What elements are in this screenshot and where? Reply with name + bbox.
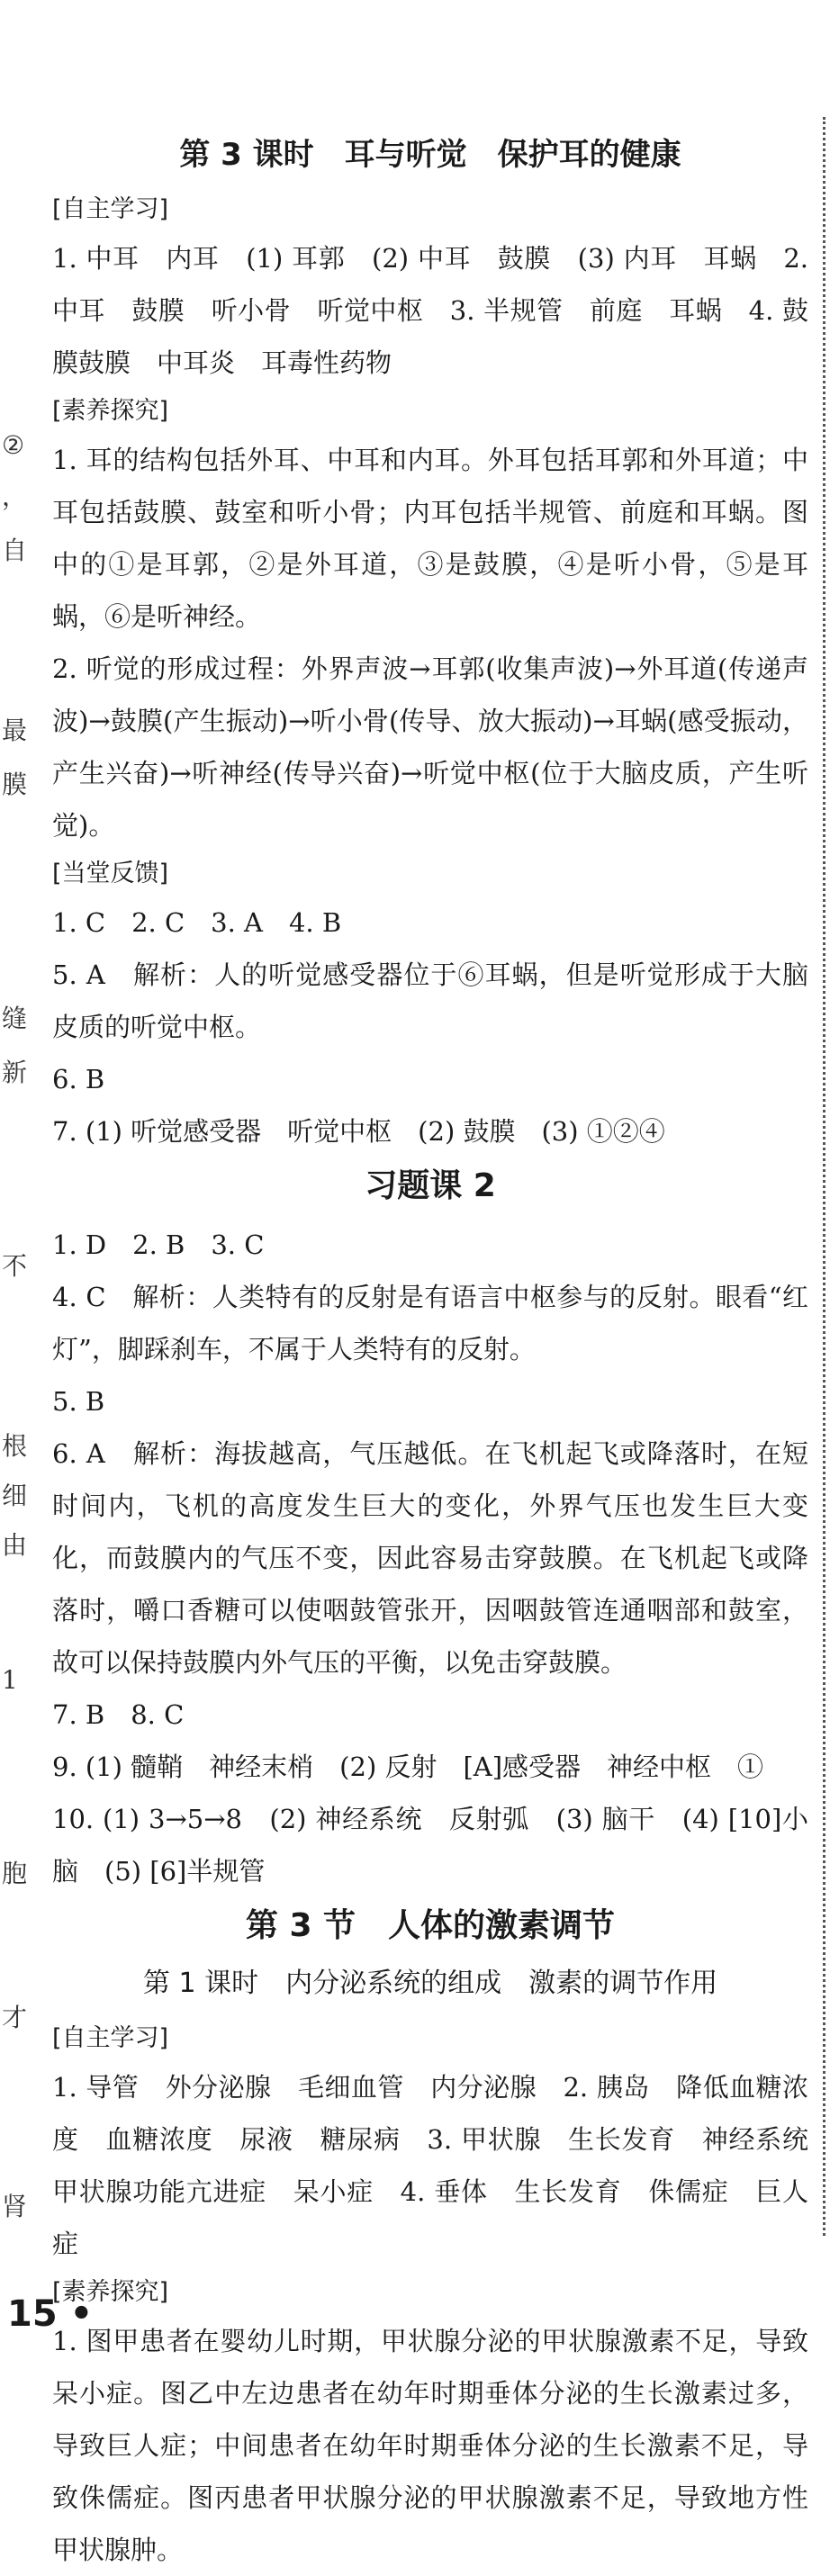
binding-dotted-line (823, 0, 832, 2389)
subsection-header: [素养探究] (52, 397, 169, 425)
answer-paragraph: 7. B 8. C (52, 1699, 185, 1730)
edge-char: 新 (2, 1058, 28, 1087)
answer-paragraph: 6. A 解析：海拔越高，气压越低。在飞机起飞或降落时，在短时间内，飞机的高度发生巨大的变化，外界气压也发生巨大变化，而鼓膜内的气压不变，因此容易击穿鼓膜。在飞机起飞或降落时，嚼口香糖可以使咽鼓管张开，因咽鼓管连通咽部和鼓室，故可以保持鼓膜内外气压的平衡，以免击穿鼓膜。 (52, 1438, 808, 1678)
answer-paragraph: 2. 听觉的形成过程：外界声波→耳郭(收集声波)→外耳道(传递声波)→鼓膜(产生振动)→听小骨(传导、放大振动)→耳蜗(感受振动，产生兴奋)→听神经(传导兴奋)→听觉中枢(位于大脑皮质，产生听觉)。 (52, 653, 808, 841)
answer-paragraph: 1. 中耳 内耳 (1) 耳郭 (2) 中耳 鼓膜 (3) 内耳 耳蜗 2. 中耳 鼓膜 听小骨 听觉中枢 3. 半规管 前庭 耳蜗 4. 鼓膜鼓膜 中耳炎 耳毒性药物 (52, 243, 808, 378)
left-margin-fragments (0, 0, 31, 2389)
answer-paragraph: 6. B (52, 1064, 105, 1094)
edge-char: 膜 (2, 770, 28, 799)
page-number: 15 • (7, 2293, 94, 2335)
edge-char: 肾 (2, 2192, 28, 2221)
edge-char: 才 (2, 2003, 28, 2032)
edge-char: 缝 (2, 1004, 28, 1033)
answer-paragraph: 7. (1) 听觉感受器 听觉中枢 (2) 鼓膜 (3) ①②④ (52, 1116, 665, 1147)
answer-paragraph: 1. C 2. C 3. A 4. B (52, 907, 342, 938)
answer-paragraph: 10. (1) 3→5→8 (2) 神经系统 反射弧 (3) 脑干 (4) [10]小脑 (5) [6]半规管 (52, 1804, 808, 1887)
edge-char: 不 (2, 1251, 28, 1281)
section-title: 第 3 课时 耳与听觉 保护耳的健康 (179, 137, 681, 173)
section-title: 习题课 2 (365, 1167, 496, 1204)
subsection-header: [当堂反馈] (52, 860, 169, 887)
edge-char: 胞 (2, 1859, 28, 1888)
subsection-header: [素养探究] (52, 2278, 169, 2306)
edge-char: 最 (2, 716, 28, 745)
edge-char: 根 (2, 1431, 28, 1461)
answer-paragraph: 5. A 解析：人的听觉感受器位于⑥耳蜗，但是听觉形成于大脑皮质的听觉中枢。 (52, 959, 808, 1042)
edge-char: ， (2, 482, 28, 511)
section-title: 第 3 节 人体的激素调节 (245, 1907, 616, 1944)
answer-paragraph: 1. 导管 外分泌腺 毛细血管 内分泌腺 2. 胰岛 降低血糖浓度 血糖浓度 尿液 糖尿病 3. 甲状腺 生长发育 神经系统甲状腺功能亢进症 呆小症 4. 垂体 生长发育 侏儒症 巨人症 (52, 2072, 808, 2259)
answer-paragraph: 9. (1) 髓鞘 神经末梢 (2) 反射 [A]感受器 神经中枢 ① (52, 1752, 764, 1782)
answer-paragraph: 5. B (52, 1386, 105, 1417)
subsection-header: [自主学习] (52, 195, 169, 223)
edge-char: 1 (2, 1665, 18, 1695)
edge-char: ② (2, 430, 25, 460)
answer-paragraph: 1. 耳的结构包括外耳、中耳和内耳。外耳包括耳郭和外耳道；中耳包括鼓膜、鼓室和听小骨；内耳包括半规管、前庭和耳蜗。图中的①是耳郭，②是外耳道，③是鼓膜，④是听小骨，⑤是耳蜗，⑥是听神经。 (52, 445, 808, 632)
subsection-header: [自主学习] (52, 2024, 169, 2052)
section-subtitle: 第 1 课时 内分泌系统的组成 激素的调节作用 (142, 1968, 718, 1999)
edge-char: 细 (2, 1481, 28, 1510)
answer-paragraph: 1. D 2. B 3. C (52, 1229, 265, 1260)
answer-paragraph: 4. C 解析：人类特有的反射是有语言中枢参与的反射。眼看“红灯”，脚踩刹车，不属于人类特有的反射。 (52, 1282, 808, 1365)
edge-char: 由 (2, 1530, 28, 1560)
answer-content (52, 126, 808, 2576)
edge-char: 自 (2, 536, 28, 565)
answer-paragraph: 1. 图甲患者在婴幼儿时期，甲状腺分泌的甲状腺激素不足，导致呆小症。图乙中左边患者在幼年时期垂体分泌的生长激素过多，导致巨人症；中间患者在幼年时期垂体分泌的生长激素不足，导致侏儒症。图丙患者甲状腺分泌的甲状腺激素不足，导致地方性甲状腺肿。 (52, 2326, 808, 2565)
